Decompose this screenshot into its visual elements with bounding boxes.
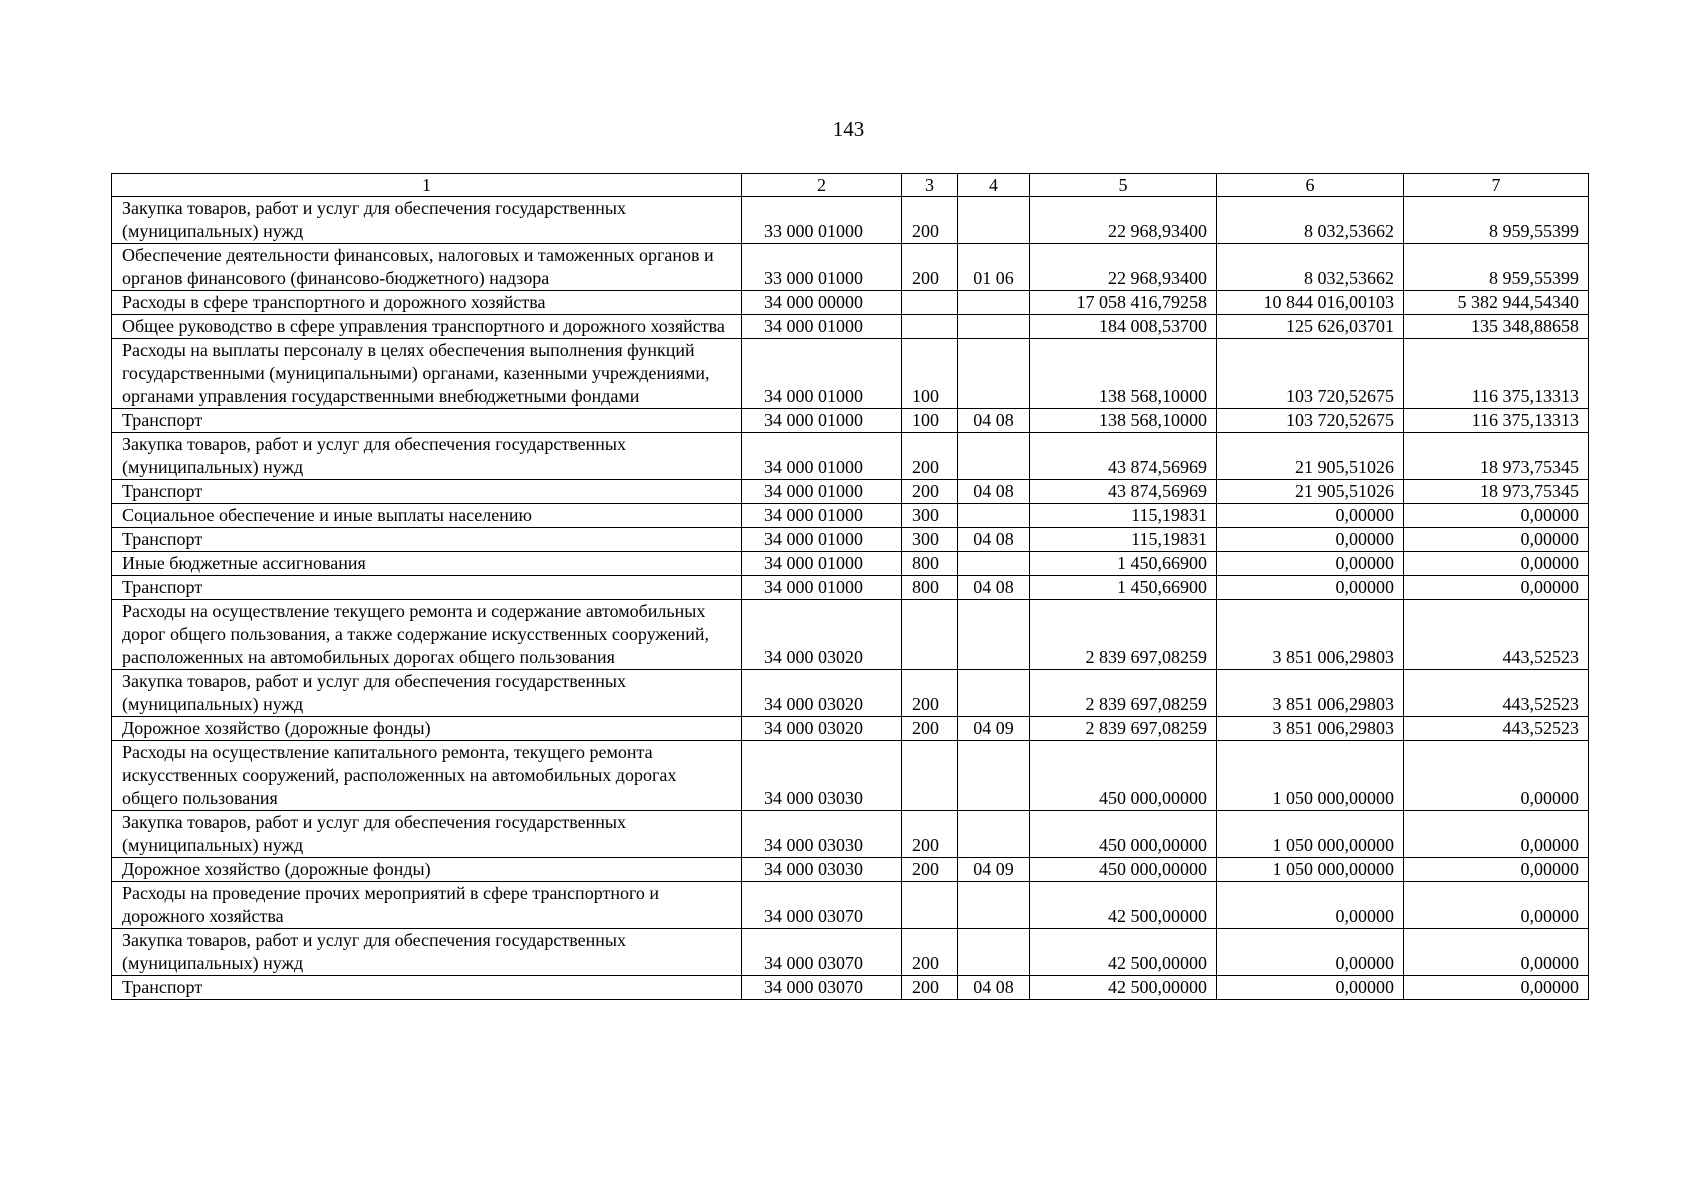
row-amount-7-cell: 443,52523	[1404, 717, 1589, 741]
row-amount-6-cell: 21 905,51026	[1217, 433, 1404, 480]
table-row	[112, 811, 1589, 858]
row-name-cell: Социальное обеспечение и иные выплаты населению	[112, 504, 742, 528]
row-amount-7-cell: 18 973,75345	[1404, 480, 1589, 504]
row-section-cell	[958, 291, 1030, 315]
row-section-cell: 04 09	[958, 717, 1030, 741]
row-target-article-cell: 34 000 03030	[742, 741, 902, 811]
row-target-article-cell: 34 000 03070	[742, 929, 902, 976]
row-amount-6-cell: 8 032,53662	[1217, 244, 1404, 291]
row-target-article-cell: 33 000 01000	[742, 244, 902, 291]
row-target-article-cell: 34 000 01000	[742, 552, 902, 576]
column-header-6: 6	[1217, 174, 1404, 197]
row-amount-6-cell: 21 905,51026	[1217, 480, 1404, 504]
row-name-cell: Транспорт	[112, 976, 742, 1000]
row-name-cell: Транспорт	[112, 480, 742, 504]
row-section-cell	[958, 741, 1030, 811]
row-expense-type-cell: 200	[902, 480, 958, 504]
row-expense-type-cell: 100	[902, 339, 958, 409]
row-amount-6-cell: 8 032,53662	[1217, 197, 1404, 244]
row-amount-6-cell: 0,00000	[1217, 929, 1404, 976]
page-number: 143	[832, 117, 865, 141]
row-name-cell: Расходы на осуществление капитального ремонта, текущего ремонта искусственных сооружений, расположенных на автомобильных дорогах общего пользования	[112, 741, 742, 811]
row-amount-6-cell: 1 050 000,00000	[1217, 811, 1404, 858]
row-target-article-cell: 34 000 01000	[742, 504, 902, 528]
row-section-cell	[958, 339, 1030, 409]
row-name-cell: Закупка товаров, работ и услуг для обеспечения государственных (муниципальных) нужд	[112, 929, 742, 976]
row-amount-6-cell: 0,00000	[1217, 552, 1404, 576]
row-amount-7-cell: 5 382 944,54340	[1404, 291, 1589, 315]
row-target-article-cell: 33 000 01000	[742, 197, 902, 244]
table-row	[112, 315, 1589, 339]
table-row	[112, 244, 1589, 291]
row-target-article-cell: 34 000 03030	[742, 811, 902, 858]
row-section-cell: 04 08	[958, 480, 1030, 504]
table-row	[112, 504, 1589, 528]
row-amount-5-cell: 2 839 697,08259	[1030, 600, 1217, 670]
row-amount-7-cell: 0,00000	[1404, 929, 1589, 976]
row-amount-6-cell: 0,00000	[1217, 976, 1404, 1000]
table-row	[112, 600, 1589, 670]
row-target-article-cell: 34 000 03070	[742, 976, 902, 1000]
row-target-article-cell: 34 000 03020	[742, 600, 902, 670]
row-name-cell: Расходы на проведение прочих мероприятий в сфере транспортного и дорожного хозяйства	[112, 882, 742, 929]
row-section-cell: 04 08	[958, 976, 1030, 1000]
row-name-cell: Обеспечение деятельности финансовых, налоговых и таможенных органов и органов финансового (финансово-бюджетного) надзора	[112, 244, 742, 291]
row-amount-6-cell: 0,00000	[1217, 576, 1404, 600]
row-expense-type-cell	[902, 291, 958, 315]
row-section-cell	[958, 600, 1030, 670]
row-name-cell: Дорожное хозяйство (дорожные фонды)	[112, 858, 742, 882]
row-amount-6-cell: 10 844 016,00103	[1217, 291, 1404, 315]
row-amount-5-cell: 17 058 416,79258	[1030, 291, 1217, 315]
column-header-3: 3	[902, 174, 958, 197]
column-header-2: 2	[742, 174, 902, 197]
row-expense-type-cell: 200	[902, 976, 958, 1000]
row-amount-5-cell: 138 568,10000	[1030, 339, 1217, 409]
row-name-cell: Расходы на осуществление текущего ремонта и содержание автомобильных дорог общего пользования, а также содержание искусственных сооружений, расположенных на автомобильных дорогах общего пользования	[112, 600, 742, 670]
table-row	[112, 291, 1589, 315]
row-name-cell: Транспорт	[112, 576, 742, 600]
row-expense-type-cell: 200	[902, 858, 958, 882]
row-expense-type-cell: 200	[902, 670, 958, 717]
row-name-cell: Дорожное хозяйство (дорожные фонды)	[112, 717, 742, 741]
row-target-article-cell: 34 000 01000	[742, 339, 902, 409]
row-amount-7-cell: 116 375,13313	[1404, 339, 1589, 409]
row-expense-type-cell: 200	[902, 244, 958, 291]
row-amount-6-cell: 3 851 006,29803	[1217, 717, 1404, 741]
row-section-cell	[958, 882, 1030, 929]
row-section-cell	[958, 670, 1030, 717]
row-expense-type-cell: 200	[902, 811, 958, 858]
row-amount-6-cell: 0,00000	[1217, 882, 1404, 929]
row-amount-6-cell: 125 626,03701	[1217, 315, 1404, 339]
row-name-cell: Расходы в сфере транспортного и дорожного хозяйства	[112, 291, 742, 315]
row-amount-5-cell: 22 968,93400	[1030, 197, 1217, 244]
row-expense-type-cell	[902, 315, 958, 339]
row-expense-type-cell: 800	[902, 552, 958, 576]
column-header-5: 5	[1030, 174, 1217, 197]
row-amount-5-cell: 450 000,00000	[1030, 811, 1217, 858]
row-expense-type-cell	[902, 741, 958, 811]
row-target-article-cell: 34 000 01000	[742, 528, 902, 552]
row-amount-7-cell: 0,00000	[1404, 576, 1589, 600]
row-amount-5-cell: 43 874,56969	[1030, 433, 1217, 480]
row-amount-6-cell: 0,00000	[1217, 528, 1404, 552]
row-amount-5-cell: 42 500,00000	[1030, 929, 1217, 976]
row-target-article-cell: 34 000 03020	[742, 717, 902, 741]
row-amount-7-cell: 0,00000	[1404, 976, 1589, 1000]
row-name-cell: Общее руководство в сфере управления транспортного и дорожного хозяйства	[112, 315, 742, 339]
table-row	[112, 480, 1589, 504]
row-section-cell	[958, 811, 1030, 858]
row-expense-type-cell: 300	[902, 504, 958, 528]
row-amount-7-cell: 18 973,75345	[1404, 433, 1589, 480]
table-row	[112, 670, 1589, 717]
budget-table	[111, 173, 1589, 1000]
row-expense-type-cell: 200	[902, 929, 958, 976]
row-amount-7-cell: 8 959,55399	[1404, 197, 1589, 244]
row-amount-7-cell: 443,52523	[1404, 670, 1589, 717]
row-expense-type-cell: 100	[902, 409, 958, 433]
row-target-article-cell: 34 000 01000	[742, 433, 902, 480]
row-amount-5-cell: 450 000,00000	[1030, 741, 1217, 811]
row-name-cell: Закупка товаров, работ и услуг для обеспечения государственных (муниципальных) нужд	[112, 433, 742, 480]
row-expense-type-cell: 800	[902, 576, 958, 600]
table-row	[112, 858, 1589, 882]
row-expense-type-cell	[902, 600, 958, 670]
row-amount-5-cell: 1 450,66900	[1030, 576, 1217, 600]
row-target-article-cell: 34 000 00000	[742, 291, 902, 315]
row-amount-7-cell: 0,00000	[1404, 741, 1589, 811]
row-name-cell: Закупка товаров, работ и услуг для обеспечения государственных (муниципальных) нужд	[112, 197, 742, 244]
row-amount-7-cell: 8 959,55399	[1404, 244, 1589, 291]
row-section-cell	[958, 197, 1030, 244]
table-row	[112, 929, 1589, 976]
row-amount-5-cell: 42 500,00000	[1030, 882, 1217, 929]
row-expense-type-cell: 200	[902, 197, 958, 244]
row-section-cell	[958, 315, 1030, 339]
row-amount-7-cell: 0,00000	[1404, 858, 1589, 882]
row-amount-6-cell: 1 050 000,00000	[1217, 741, 1404, 811]
row-target-article-cell: 34 000 01000	[742, 315, 902, 339]
table-row	[112, 717, 1589, 741]
row-amount-5-cell: 43 874,56969	[1030, 480, 1217, 504]
row-name-cell: Закупка товаров, работ и услуг для обеспечения государственных (муниципальных) нужд	[112, 811, 742, 858]
table-row	[112, 197, 1589, 244]
column-header-4: 4	[958, 174, 1030, 197]
row-amount-5-cell: 115,19831	[1030, 528, 1217, 552]
row-target-article-cell: 34 000 01000	[742, 576, 902, 600]
table-row	[112, 552, 1589, 576]
row-name-cell: Транспорт	[112, 409, 742, 433]
row-name-cell: Иные бюджетные ассигнования	[112, 552, 742, 576]
column-header-7: 7	[1404, 174, 1589, 197]
row-amount-5-cell: 22 968,93400	[1030, 244, 1217, 291]
row-target-article-cell: 34 000 03020	[742, 670, 902, 717]
row-target-article-cell: 34 000 01000	[742, 409, 902, 433]
row-amount-5-cell: 1 450,66900	[1030, 552, 1217, 576]
row-amount-7-cell: 0,00000	[1404, 504, 1589, 528]
row-amount-5-cell: 450 000,00000	[1030, 858, 1217, 882]
table-row	[112, 433, 1589, 480]
row-section-cell: 04 08	[958, 409, 1030, 433]
row-amount-6-cell: 0,00000	[1217, 504, 1404, 528]
row-amount-5-cell: 115,19831	[1030, 504, 1217, 528]
row-amount-5-cell: 138 568,10000	[1030, 409, 1217, 433]
row-amount-7-cell: 135 348,88658	[1404, 315, 1589, 339]
row-name-cell: Расходы на выплаты персоналу в целях обеспечения выполнения функций государственными (муниципальными) органами, казенными учреждениями, органами управления государственными внебюджетными фондами	[112, 339, 742, 409]
table-row	[112, 882, 1589, 929]
row-amount-6-cell: 1 050 000,00000	[1217, 858, 1404, 882]
row-section-cell: 04 09	[958, 858, 1030, 882]
table-row	[112, 528, 1589, 552]
table-body	[112, 174, 1589, 1000]
row-expense-type-cell: 300	[902, 528, 958, 552]
row-amount-6-cell: 3 851 006,29803	[1217, 600, 1404, 670]
row-section-cell: 04 08	[958, 576, 1030, 600]
row-amount-6-cell: 103 720,52675	[1217, 409, 1404, 433]
row-section-cell: 01 06	[958, 244, 1030, 291]
row-expense-type-cell: 200	[902, 717, 958, 741]
row-name-cell: Транспорт	[112, 528, 742, 552]
table-header-row	[112, 174, 1589, 197]
row-expense-type-cell	[902, 882, 958, 929]
row-amount-7-cell: 0,00000	[1404, 552, 1589, 576]
row-name-cell: Закупка товаров, работ и услуг для обеспечения государственных (муниципальных) нужд	[112, 670, 742, 717]
row-target-article-cell: 34 000 03070	[742, 882, 902, 929]
row-amount-7-cell: 443,52523	[1404, 600, 1589, 670]
table-row	[112, 409, 1589, 433]
row-amount-7-cell: 0,00000	[1404, 528, 1589, 552]
column-header-1: 1	[112, 174, 742, 197]
row-section-cell	[958, 929, 1030, 976]
table-row	[112, 576, 1589, 600]
row-section-cell: 04 08	[958, 528, 1030, 552]
row-amount-5-cell: 184 008,53700	[1030, 315, 1217, 339]
row-amount-7-cell: 116 375,13313	[1404, 409, 1589, 433]
row-amount-7-cell: 0,00000	[1404, 882, 1589, 929]
row-expense-type-cell: 200	[902, 433, 958, 480]
row-target-article-cell: 34 000 01000	[742, 480, 902, 504]
row-target-article-cell: 34 000 03030	[742, 858, 902, 882]
row-section-cell	[958, 433, 1030, 480]
row-amount-5-cell: 2 839 697,08259	[1030, 717, 1217, 741]
row-amount-5-cell: 2 839 697,08259	[1030, 670, 1217, 717]
table-row	[112, 339, 1589, 409]
row-section-cell	[958, 504, 1030, 528]
row-amount-5-cell: 42 500,00000	[1030, 976, 1217, 1000]
row-amount-6-cell: 3 851 006,29803	[1217, 670, 1404, 717]
table-row	[112, 741, 1589, 811]
table-row	[112, 976, 1589, 1000]
row-amount-6-cell: 103 720,52675	[1217, 339, 1404, 409]
row-section-cell	[958, 552, 1030, 576]
row-amount-7-cell: 0,00000	[1404, 811, 1589, 858]
